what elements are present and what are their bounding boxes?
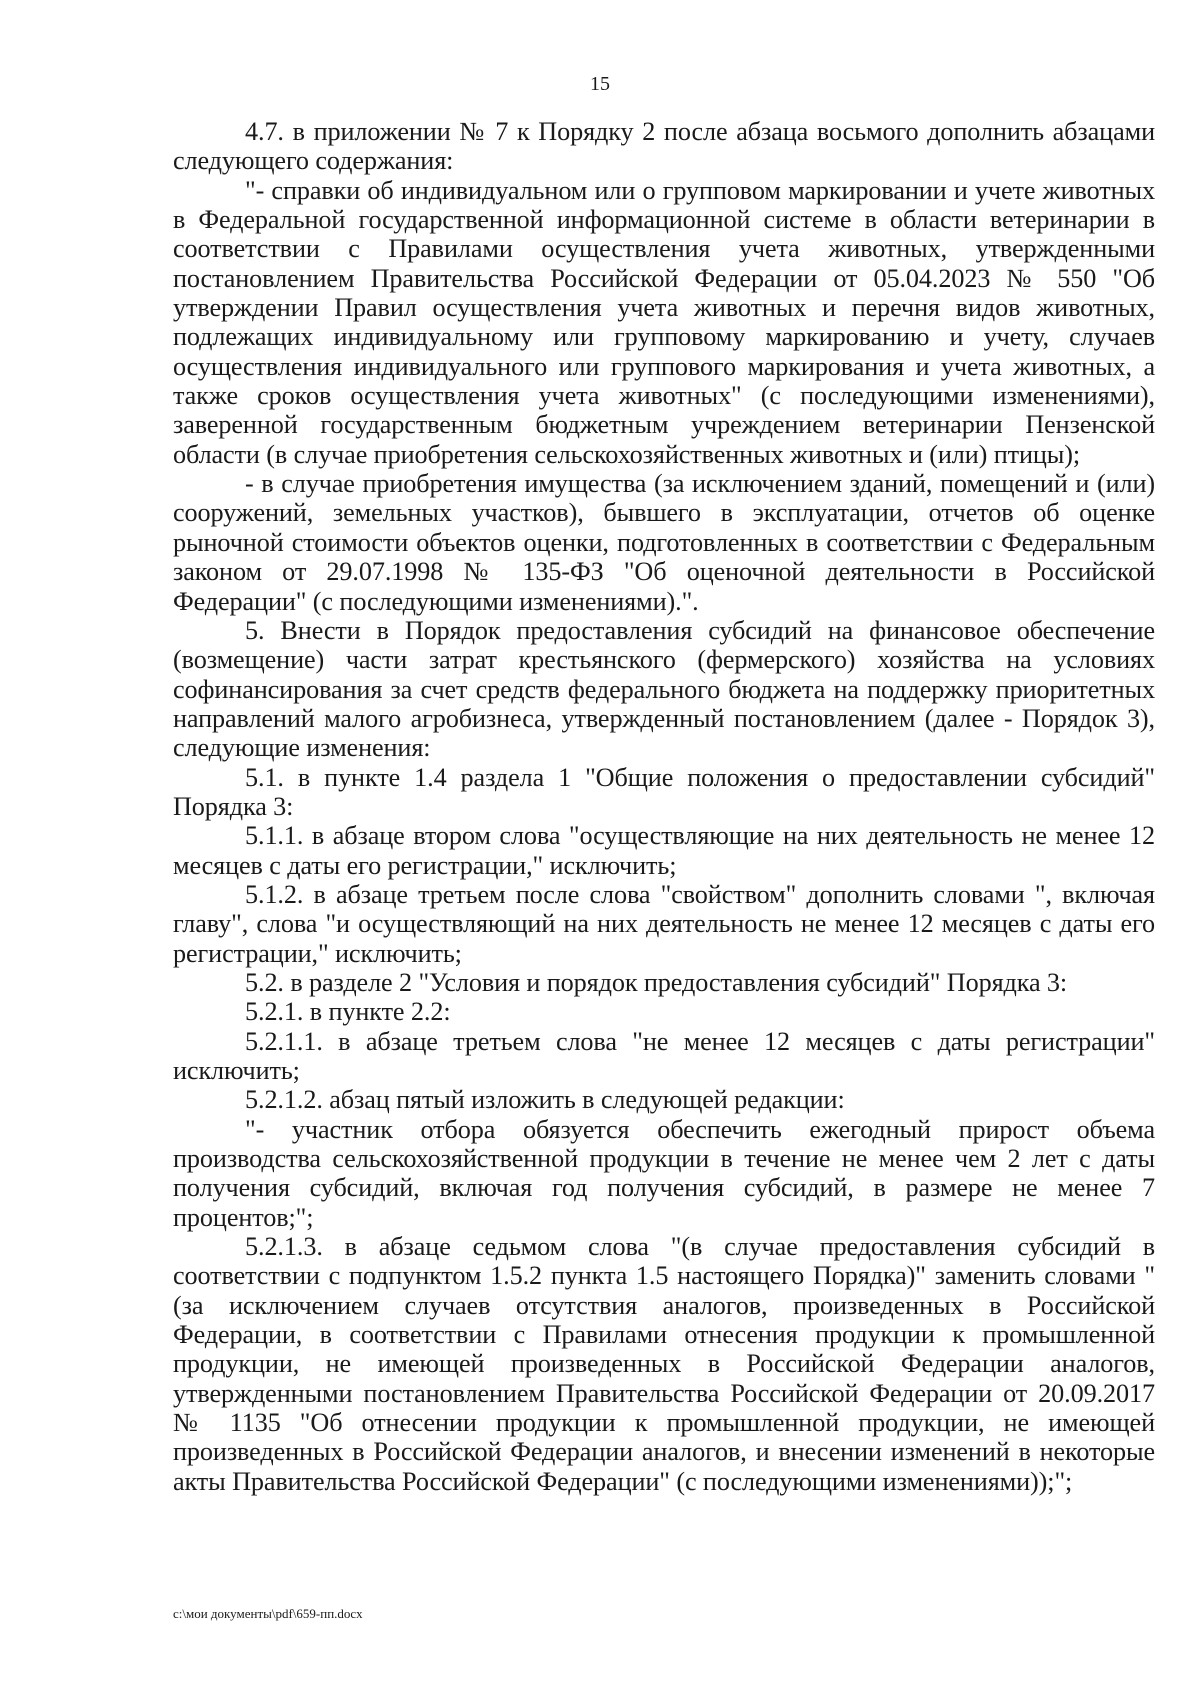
paragraph-4-7: 4.7. в приложении № 7 к Порядку 2 после абзаца восьмого дополнить абзацами следующего содержания: [173,117,1155,176]
paragraph-5-2: 5.2. в разделе 2 "Условия и порядок предоставления субсидий" Порядка 3: [245,967,1068,997]
paragraph-property-valuation-reports: - в случае приобретения имущества (за исключением зданий, помещений и (или) сооружений, земельных участков), бывшего в эксплуатации, отчетов об оценке рыночной стоимости объектов оценки, подготовленных в соответствии с Федеральным законом от 29.07.1998 № 135-ФЗ "Об оценочной деятельности в Российской Федерации" (с последующими изменениями).". [173,469,1155,616]
footer-file-path: c:\мои документы\pdf\659-пп.docx [173,1606,363,1621]
paragraph-5-1-1: 5.1.1. в абзаце втором слова "осуществляющие на них деятельность не менее 12 месяцев с даты его регистрации," исключить; [173,821,1155,880]
paragraph-production-growth-obligation: "- участник отбора обязуется обеспечить ежегодный прирост объема производства сельскохозяйственной продукции в течение не менее чем 2 лет с даты получения субсидий, включая год получения субсидий, в размере не менее 7 процентов;"; [173,1114,1155,1232]
page-number: 15 [590,73,610,95]
paragraph-5-1: 5.1. в пункте 1.4 раздела 1 "Общие положения о предоставлении субсидий" Порядка 3: [173,762,1155,821]
paragraph-5-2-1-1: 5.2.1.1. в абзаце третьем слова "не менее 12 месяцев с даты регистрации" исключить; [173,1026,1155,1085]
paragraph-5: 5. Внести в Порядок предоставления субсидий на финансовое обеспечение (возмещение) части затрат крестьянского (фермерского) хозяйства на условиях софинансирования за счет средств федерального бюджета на поддержку приоритетных направлений малого агробизнеса, утвержденный постановлением (далее - Порядок 3), следующие изменения: [173,615,1155,763]
paragraph-5-1-2: 5.1.2. в абзаце третьем после слова "свойством" дополнить словами ", включая главу", слова "и осуществляющий на них деятельность не менее 12 месяцев с даты его регистрации," исключить; [173,879,1155,968]
paragraph-5-2-1: 5.2.1. в пункте 2.2: [245,997,451,1027]
paragraph-animal-marking-certificate: "- справки об индивидуальном или о групповом маркировании и учете животных в Федеральной государственной информационной системе в области ветеринарии в соответствии с Правилами осуществления учета животных, утвержденными постановлением Правительства Российской Федерации от 05.04.2023 № 550 "Об утверждении Правил осуществления учета животных и перечня видов животных, подлежащих индивидуальному или групповому маркированию и учету, случаев осуществления индивидуального или группового маркирования и учета животных, а также сроков осуществления учета животных" (с последующими изменениями), заверенной государственным бюджетным учреждением ветеринарии Пензенской области (в случае приобретения сельскохозяйственных животных и (или) птицы); [173,175,1155,469]
paragraph-5-2-1-3: 5.2.1.3. в абзаце седьмом слова "(в случае предоставления субсидий в соответствии с подпунктом 1.5.2 пункта 1.5 настоящего Порядка)" заменить словами "(за исключением случаев отсутствия аналогов, произведенных в Российской Федерации, в соответствии с Правилами отнесения продукции к промышленной продукции, не имеющей произведенных в Российской Федерации аналогов, утвержденными постановлением Правительства Российской Федерации от 20.09.2017 № 1135 "Об отнесении продукции к промышленной продукции, не имеющей произведенных в Российской Федерации аналогов, и внесении изменений в некоторые акты Правительства Российской Федерации" (с последующими изменениями));"; [173,1232,1155,1496]
document-body [173,117,1155,1496]
paragraph-5-2-1-2: 5.2.1.2. абзац пятый изложить в следующей редакции: [245,1085,845,1115]
